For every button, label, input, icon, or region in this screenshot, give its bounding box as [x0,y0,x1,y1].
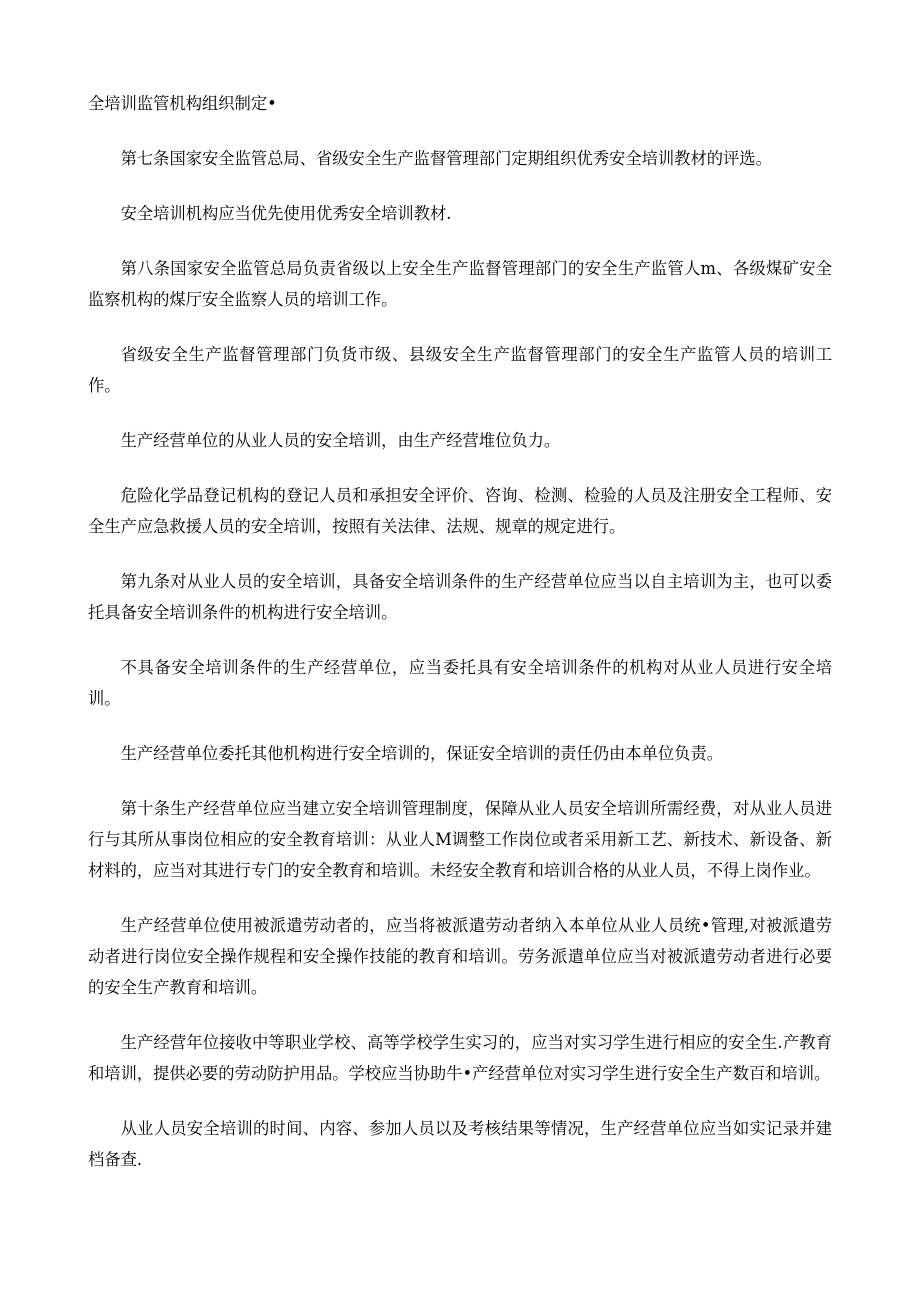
paragraph: 安全培训机构应当优先使用优秀安全培训教材. [120,204,452,223]
paragraph: 危险化学品登记机构的登记人员和承担安全评价、咨询、检测、检验的人员及注册安全工程师、安全生产应急救援人员的安全培训，按照有关法律、法规、规章的规定进行。 [88,486,832,536]
paragraph: 生产经营年位接收中等职业学校、高等学校学生实习的，应当对实习学生进行相应的安全生.产教育和培训，提供必要的劳动防护用品。学校应当协助牛•产经营单位对实习学生进行安全生产数百和培训。 [88,1033,832,1083]
paragraph: 从业人员安全培训的时间、内容、参加人员以及考核结果等情况，生产经营单位应当如实记录并建档备查. [88,1119,832,1169]
paragraph-continuation: 全培训监管机构组织制定• [88,94,277,113]
paragraph: 省级安全生产监督管理部门负货市级、县级安全生产监督管理部门的安全生产监管人员的培训工作。 [88,345,832,395]
paragraph: 不具备安全培训条件的生产经营单位，应当委托具有安全培训条件的机构对从业人员进行安全培训。 [88,658,832,708]
paragraph: 生产经营单位委托其他机构进行安全培训的，保证安全培训的责任仍由本单位负责。 [120,744,724,763]
paragraph: 生产经营单位使用被派遣劳动者的，应当将被派遣劳动者纳入本单位从业人员统•管理,对被派遣劳动者进行岗位安全操作规程和安全操作技能的教育和培训。劳务派遣单位应当对被派遣劳动者进行必要的安全生产教育和培训。 [88,916,832,997]
paragraph: 生产经营单位的从业人员的安全培训，由生产经营堆位负力。 [120,431,561,450]
paragraph-article-7: 第七条国家安全监管总局、省级安全生产监督管理部门定期组织优秀安全培训教材的评选。 [120,149,772,168]
paragraph-article-9: 第九条对从业人员的安全培训，具备安全培训条件的生产经营单位应当以自主培训为主，也可以委托具备安全培训条件的机构进行安全培训。 [88,572,832,622]
paragraph-article-8: 第八条国家安全监管总局负责省级以上安全生产监督管理部门的安全生产监管人m、各级煤矿安全监察机构的煤厅安全监察人员的培训工作。 [88,259,832,309]
paragraph-article-10: 第十条生产经营单位应当建立安全培训管理制度，保障从业人员安全培训所需经费，对从业人员进行与其所从事岗位相应的安全教育培训：从业人M调整工作岗位或者采用新工艺、新技术、新设备、新材料的，应当对其进行专门的安全教育和培训。未经安全教育和培训合格的从业人员，不得上岗作业。 [88,799,832,880]
